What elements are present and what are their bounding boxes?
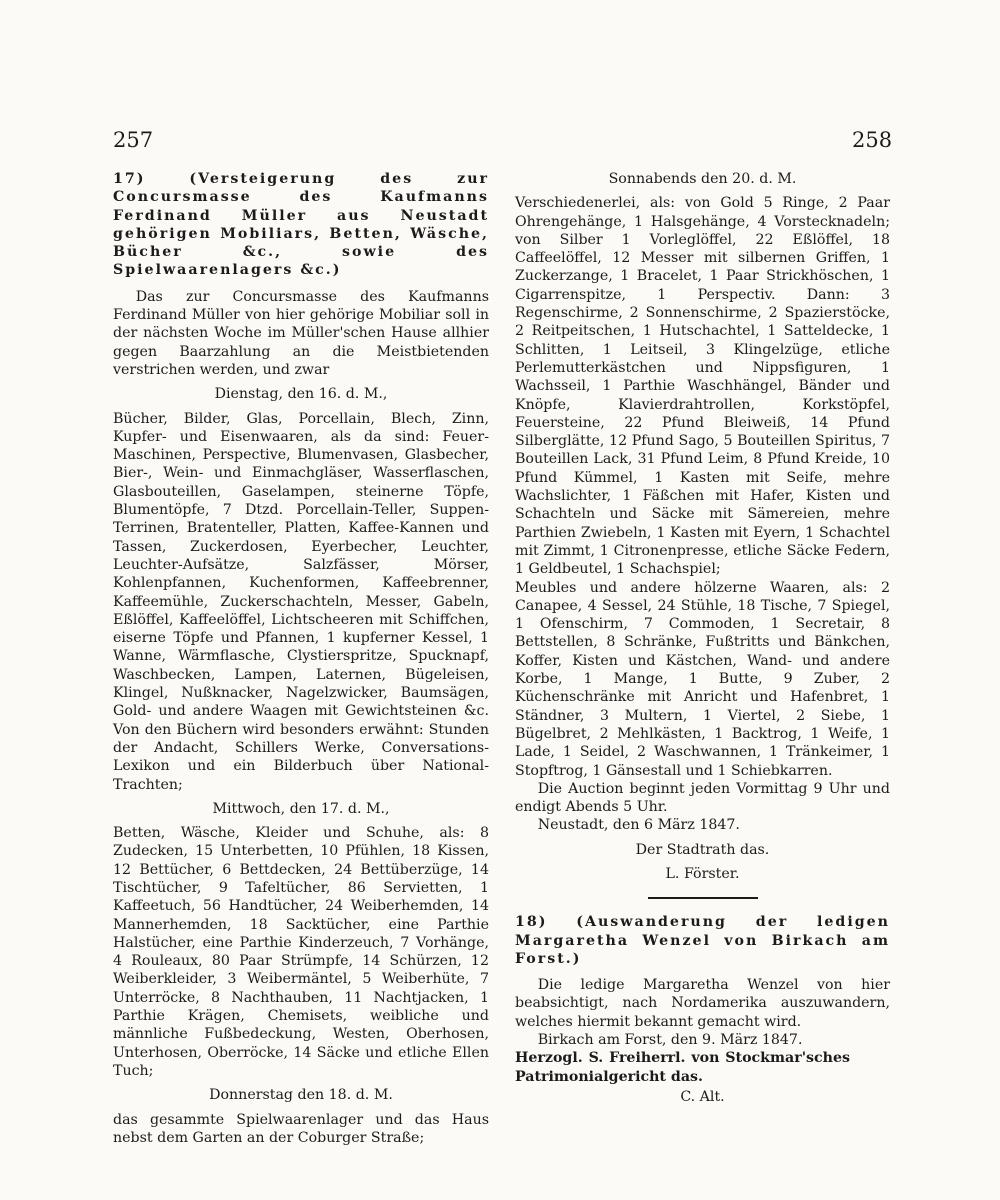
tuesday-text: Bücher, Bilder, Glas, Porcellain, Blech, Zinn, Kupfer- und Eisenwaaren, als da sind: Feuer-Maschinen, Perspective, Blumenvasen, Glasbecher, Bier-, Wein- und Einmachgläser, Wasserflaschen, Glasbouteillen, Gaselampen, steinerne Töpfe, Blumentöpfe, 7 Dtzd. Porcellain-Teller, Suppen-Terrinen, Bratenteller, Platten, Kaffee-Kannen und Tassen, Zuckerdosen, Eyerbecher, Leuchter, Leuchter-Aufsätze, Salzfässer, Mörser, Kohlenpfannen, Kuchenformen, Kaffeebrenner, Kaffeemühle, Zuckerschachteln, Messer, Gabeln, Eßlöffel, Kaffeelöffel, Lichtscheeren mit Schiffchen, eiserne Töpfe und Pfannen, 1 kupferner Kessel, 1 Wanne, Wärmflasche, Clystierspritze, Spucknapf, Waschbecken, Lampen, Laternen, Bügeleisen, Klingel, Nußknacker, Nagelzwicker, Baumsägen, Gold- und andere Waagen mit Gewichtsteinen &c. Von den Büchern wird besonders erwähnt: Stunden der Andacht, Schillers Werke, Conversations-Lexikon und ein Bilderbuch über National-Trachten; [113, 410, 489, 793]
place-date: Neustadt, den 6 März 1847. [537, 817, 740, 834]
right-column [515, 170, 890, 1112]
thursday-text: das gesammte Spielwaarenlager und das Haus nebst dem Garten an der Coburger Straße; [113, 1111, 489, 1146]
signer-org: Der Stadtrath das. [635, 841, 770, 858]
thursday-heading: Donnerstag den 18. d. M. [209, 1087, 393, 1104]
item-18-place-date: Birkach am Forst, den 9. März 1847. [537, 1032, 803, 1049]
furniture-text: Meubles und andere hölzerne Waaren, als: 2 Canapee, 4 Sessel, 24 Stühle, 18 Tische, 7 Spiegel, 1 Ofenschirm, 7 Commoden, 1 Secretair, 8 Bettstellen, 8 Schränke, Fußtritts und Bänkchen, Koffer, Kisten und Kästchen, Wand- und andere Korbe, 1 Mange, 1 Butte, 9 Zuber, 2 Küchenschränke mit Anricht und Hafenbret, 1 Ständner, 3 Multern, 1 Viertel, 2 Siebe, 1 Bügelbret, 2 Mehlkästen, 1 Backtrog, 1 Weife, 1 Lade, 1 Seidel, 2 Waschwannen, 1 Tränkeimer, 1 Stopftrog, 1 Gänsestall und 1 Schiebkarren. [515, 579, 890, 779]
tuesday-heading: Dienstag, den 16. d. M., [214, 386, 388, 403]
item-17-heading: 17) (Versteigerung des zur Concursmasse des Kaufmanns Ferdinand Müller aus Neustadt gehörigen Mobiliars, Betten, Wäsche, Bücher &c., sowie des Spielwaarenlagers &c.) [113, 171, 489, 279]
item-18-court: Herzogl. S. Freiherrl. von Stockmar'sches Patrimonialgericht das. [515, 1050, 850, 1085]
wednesday-heading: Mittwoch, den 17. d. M., [212, 800, 390, 817]
item-18-heading: 18) (Auswanderung der ledigen Margaretha Wenzel von Birkach am Forst.) [515, 914, 890, 967]
page-number-right: 258 [852, 128, 893, 152]
signer-name: L. Förster. [665, 865, 740, 882]
auction-times: Die Auction beginnt jeden Vormittag 9 Uhr und endigt Abends 5 Uhr. [515, 780, 890, 816]
page-number-left: 257 [113, 128, 154, 152]
item-18-signer: C. Alt. [680, 1088, 725, 1105]
item-17-intro: Das zur Concursmasse des Kaufmanns Ferdinand Müller von hier gehörige Mobiliar soll in der nächsten Woche im Müller'schen Hause allhier gegen Baarzahlung an die Meistbietenden verstrichen werden, und zwar [113, 288, 489, 378]
left-column [113, 170, 489, 1147]
wednesday-text: Betten, Wäsche, Kleider und Schuhe, als: 8 Zudecken, 15 Unterbetten, 10 Pfühlen, 18 Kissen, 12 Bettücher, 6 Bettdecken, 24 Bettüberzüge, 14 Tischtücher, 9 Tafeltücher, 86 Servietten, 1 Kaffeetuch, 56 Handtücher, 24 Weiberhemden, 14 Mannerhemden, 18 Sacktücher, eine Parthie Halstücher, eine Parthie Kinderzeuch, 7 Vorhänge, 4 Rouleaux, 80 Paar Strümpfe, 14 Schürzen, 12 Weiberkleider, 3 Weibermäntel, 5 Weiberhüte, 7 Unterröcke, 8 Nachthauben, 11 Nachtjacken, 1 Parthie Krägen, Chemisets, weibliche und männliche Fußbedeckung, Westen, Oberhosen, Unterhosen, Oberröcke, 14 Säcke und etliche Ellen Tuch; [113, 825, 489, 1079]
saturday-heading: Sonnabends den 20. d. M. [608, 171, 797, 187]
item-18-text: Die ledige Margaretha Wenzel von hier beabsichtigt, nach Nordamerika auszuwandern, welches hiermit bekannt gemacht wird. [515, 977, 890, 1030]
section-divider [648, 897, 758, 899]
saturday-text: Verschiedenerlei, als: von Gold 5 Ringe, 2 Paar Ohrengehänge, 1 Halsgehänge, 4 Vorstecknadeln; von Silber 1 Vorleglöffel, 22 Eßlöffel, 18 Caffeelöffel, 12 Messer mit silbernen Griffen, 1 Zuckerzange, 1 Bracelet, 1 Paar Strickhöschen, 1 Cigarrenspitze, 1 Perspectiv. Dann: 3 Regenschirme, 2 Sonnenschirme, 2 Spazierstöcke, 2 Reitpeitschen, 1 Hutschachtel, 1 Satteldecke, 1 Schlitten, 1 Leitseil, 3 Klingelzüge, etliche Perlemutterkästchen und Nippsfiguren, 1 Wachsseil, 1 Parthie Waschhängel, Bänder und Knöpfe, Klavierdrahtrollen, Korkstöpfel, Feuersteine, 22 Pfund Bleiweiß, 14 Pfund Silberglätte, 12 Pfund Sago, 5 Bouteillen Spiritus, 7 Bouteillen Lack, 31 Pfund Leim, 8 Pfund Kreide, 10 Pfund Kümmel, 1 Kasten mit Seife, mehre Wachslichter, 1 Fäßchen mit Hafer, Kisten und Schachteln und Säcke mit Sämereien, mehre Parthien Zwiebeln, 1 Kasten mit Eyern, 1 Schachtel mit Zimmt, 1 Citronenpresse, etliche Säcke Federn, 1 Geldbeutel, 1 Schachspiel; [515, 195, 890, 578]
